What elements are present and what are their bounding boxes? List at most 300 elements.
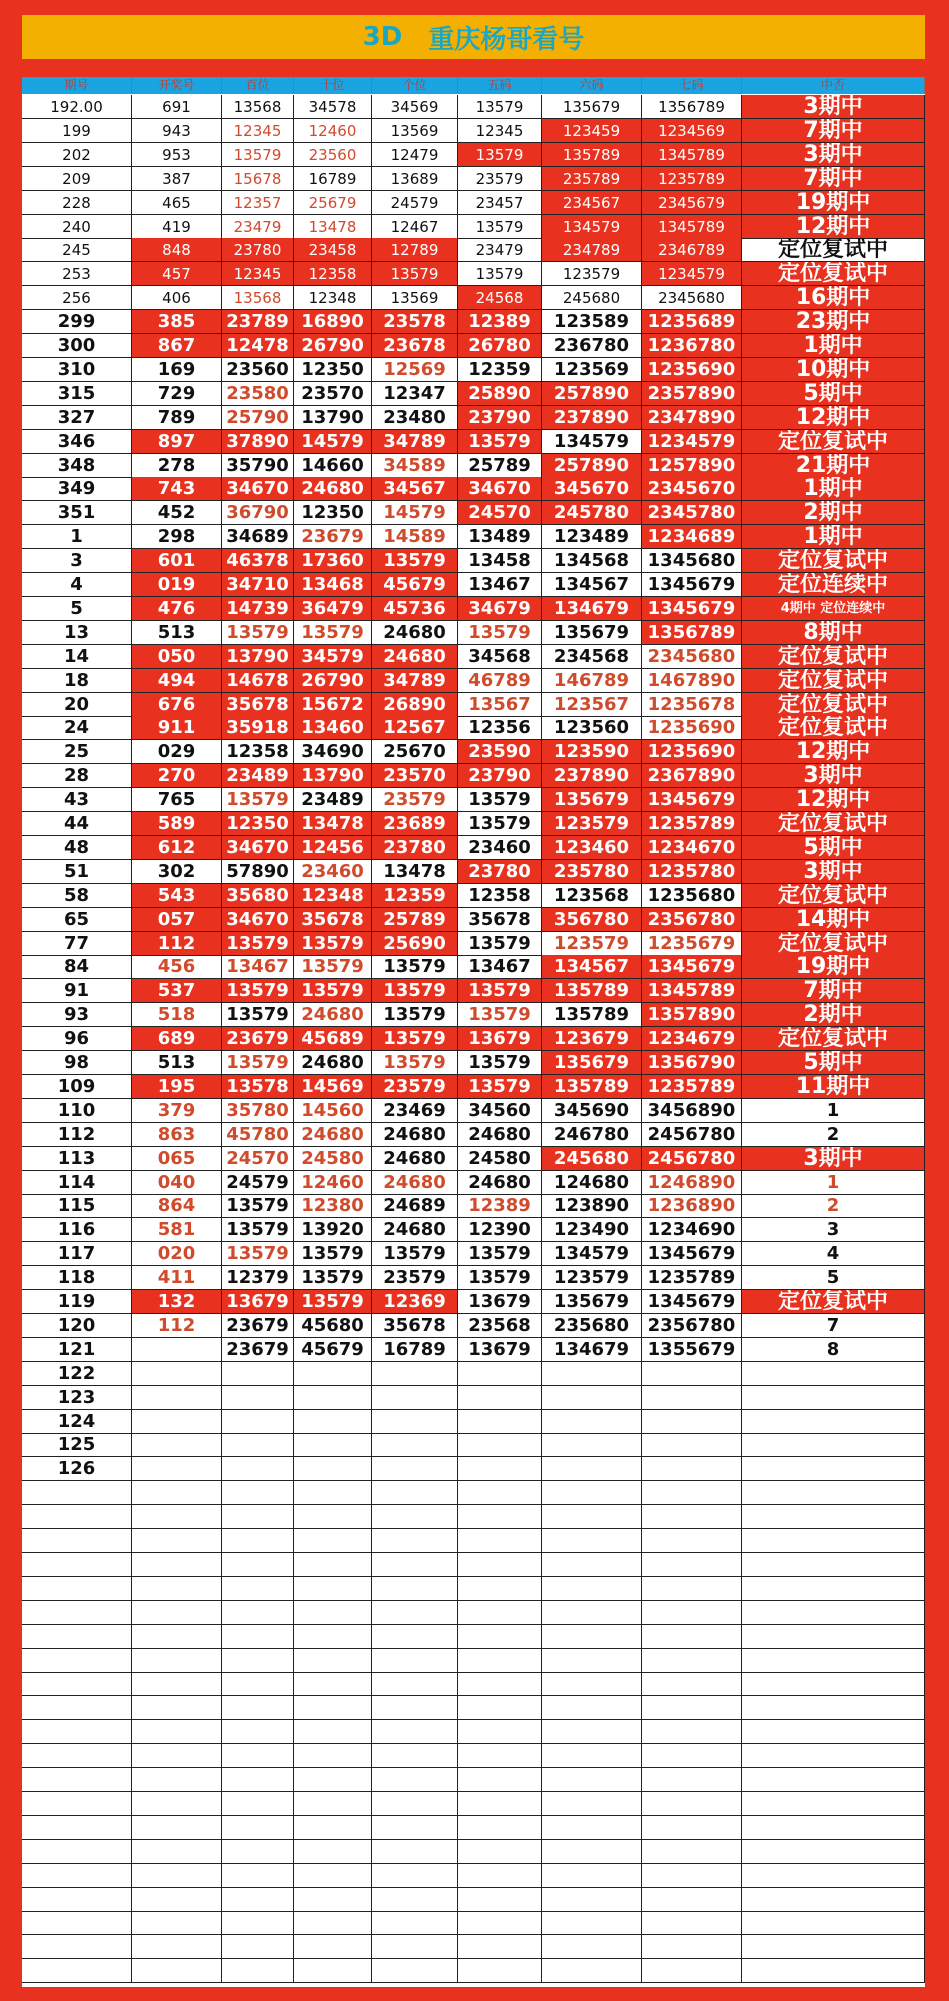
empty-row bbox=[22, 1935, 925, 1959]
header-draw: 开奖号 bbox=[132, 77, 222, 94]
empty-row bbox=[22, 1768, 925, 1792]
table-row bbox=[22, 836, 925, 860]
cell-units: 24680 bbox=[372, 1123, 458, 1147]
cell-units: 23578 bbox=[372, 310, 458, 334]
cell-five bbox=[458, 1362, 542, 1386]
cell-draw: 169 bbox=[132, 358, 222, 382]
empty-cell bbox=[294, 1672, 372, 1696]
cell-result: 7期中 bbox=[742, 167, 925, 191]
cell-period: 315 bbox=[22, 382, 132, 406]
cell-six: 134679 bbox=[542, 597, 642, 621]
empty-cell bbox=[372, 1888, 458, 1912]
cell-six: 123490 bbox=[542, 1218, 642, 1242]
cell-draw: 581 bbox=[132, 1218, 222, 1242]
cell-seven: 2345780 bbox=[642, 501, 742, 525]
empty-cell bbox=[294, 1696, 372, 1720]
cell-period: 118 bbox=[22, 1266, 132, 1290]
cell-draw: 465 bbox=[132, 191, 222, 215]
table-row bbox=[22, 1410, 925, 1434]
empty-cell bbox=[542, 1959, 642, 1983]
cell-hundreds: 36790 bbox=[222, 501, 294, 525]
cell-result: 5期中 bbox=[742, 836, 925, 860]
cell-tens: 12358 bbox=[294, 262, 372, 286]
cell-draw: 863 bbox=[132, 1123, 222, 1147]
empty-cell bbox=[222, 1864, 294, 1888]
cell-result bbox=[742, 1386, 925, 1410]
empty-cell bbox=[542, 1601, 642, 1625]
cell-period: 28 bbox=[22, 764, 132, 788]
cell-seven: 1234689 bbox=[642, 525, 742, 549]
cell-hundreds: 12379 bbox=[222, 1266, 294, 1290]
cell-units: 13579 bbox=[372, 262, 458, 286]
cell-tens: 34578 bbox=[294, 95, 372, 119]
empty-cell bbox=[458, 1911, 542, 1935]
cell-result: 3期中 bbox=[742, 95, 925, 119]
cell-units: 23780 bbox=[372, 836, 458, 860]
cell-five: 24570 bbox=[458, 501, 542, 525]
table-row bbox=[22, 1051, 925, 1075]
cell-seven: 2456780 bbox=[642, 1123, 742, 1147]
table-row bbox=[22, 932, 925, 956]
cell-result: 7 bbox=[742, 1314, 925, 1338]
title-bar bbox=[22, 15, 925, 59]
cell-hundreds: 14678 bbox=[222, 669, 294, 693]
cell-five: 25890 bbox=[458, 382, 542, 406]
cell-draw: 494 bbox=[132, 669, 222, 693]
empty-cell bbox=[22, 1529, 132, 1553]
cell-seven: 1345679 bbox=[642, 1242, 742, 1266]
empty-cell bbox=[458, 1792, 542, 1816]
cell-tens: 45689 bbox=[294, 1027, 372, 1051]
empty-cell bbox=[742, 1649, 925, 1673]
header-five: 五码 bbox=[458, 77, 542, 94]
cell-seven: 1235690 bbox=[642, 358, 742, 382]
cell-seven: 1235678 bbox=[642, 693, 742, 717]
header-period: 期号 bbox=[22, 77, 132, 94]
cell-five bbox=[458, 1386, 542, 1410]
cell-tens: 13579 bbox=[294, 1242, 372, 1266]
cell-hundreds: 23679 bbox=[222, 1027, 294, 1051]
cell-result: 1期中 bbox=[742, 525, 925, 549]
cell-units: 12567 bbox=[372, 716, 458, 740]
cell-six: 135679 bbox=[542, 1051, 642, 1075]
cell-draw bbox=[132, 1410, 222, 1434]
cell-tens bbox=[294, 1457, 372, 1481]
cell-hundreds: 23560 bbox=[222, 358, 294, 382]
cell-period: 77 bbox=[22, 932, 132, 956]
cell-tens: 24680 bbox=[294, 1123, 372, 1147]
cell-draw: 385 bbox=[132, 310, 222, 334]
cell-period: 349 bbox=[22, 477, 132, 501]
cell-hundreds: 13579 bbox=[222, 979, 294, 1003]
empty-cell bbox=[642, 1959, 742, 1983]
cell-hundreds: 23780 bbox=[222, 238, 294, 262]
cell-tens: 15672 bbox=[294, 693, 372, 717]
header-units: 个位 bbox=[372, 77, 458, 94]
cell-six: 235780 bbox=[542, 860, 642, 884]
cell-units bbox=[372, 1433, 458, 1457]
cell-units: 13579 bbox=[372, 1027, 458, 1051]
empty-cell bbox=[372, 1744, 458, 1768]
cell-five bbox=[458, 1433, 542, 1457]
cell-six: 246780 bbox=[542, 1123, 642, 1147]
cell-hundreds: 13579 bbox=[222, 932, 294, 956]
table-row bbox=[22, 979, 925, 1003]
empty-cell bbox=[642, 1888, 742, 1912]
cell-five: 12345 bbox=[458, 119, 542, 143]
empty-cell bbox=[222, 1959, 294, 1983]
empty-cell bbox=[458, 1840, 542, 1864]
cell-six bbox=[542, 1362, 642, 1386]
cell-units: 35678 bbox=[372, 1314, 458, 1338]
cell-six: 135679 bbox=[542, 621, 642, 645]
cell-result: 定位复试中 bbox=[742, 238, 925, 262]
table-row bbox=[22, 740, 925, 764]
cell-six: 123579 bbox=[542, 262, 642, 286]
empty-cell bbox=[542, 1840, 642, 1864]
cell-units: 45736 bbox=[372, 597, 458, 621]
header-seven: 七码 bbox=[642, 77, 742, 94]
cell-units: 25789 bbox=[372, 908, 458, 932]
cell-result: 2期中 bbox=[742, 1003, 925, 1027]
empty-cell bbox=[294, 1601, 372, 1625]
cell-seven: 1355679 bbox=[642, 1338, 742, 1362]
cell-five: 23579 bbox=[458, 167, 542, 191]
empty-cell bbox=[294, 1505, 372, 1529]
cell-result: 8期中 bbox=[742, 621, 925, 645]
empty-cell bbox=[372, 1911, 458, 1935]
empty-cell bbox=[642, 1911, 742, 1935]
empty-cell bbox=[294, 1935, 372, 1959]
empty-cell bbox=[642, 1816, 742, 1840]
cell-period: 93 bbox=[22, 1003, 132, 1027]
cell-draw bbox=[132, 1433, 222, 1457]
table-row bbox=[22, 95, 925, 119]
cell-units: 14589 bbox=[372, 525, 458, 549]
empty-cell bbox=[222, 1720, 294, 1744]
cell-tens: 26790 bbox=[294, 669, 372, 693]
empty-cell bbox=[742, 1816, 925, 1840]
empty-cell bbox=[642, 1792, 742, 1816]
cell-result: 定位复试中 bbox=[742, 430, 925, 454]
header-result: 中否 bbox=[742, 77, 925, 94]
cell-tens: 16890 bbox=[294, 310, 372, 334]
cell-five bbox=[458, 1410, 542, 1434]
empty-cell bbox=[132, 1888, 222, 1912]
empty-cell bbox=[542, 1505, 642, 1529]
empty-cell bbox=[294, 1481, 372, 1505]
empty-cell bbox=[132, 1959, 222, 1983]
cell-tens: 24580 bbox=[294, 1147, 372, 1171]
cell-period: 348 bbox=[22, 454, 132, 478]
cell-period: 4 bbox=[22, 573, 132, 597]
empty-cell bbox=[372, 1959, 458, 1983]
cell-period: 98 bbox=[22, 1051, 132, 1075]
cell-hundreds: 12345 bbox=[222, 119, 294, 143]
table-row bbox=[22, 262, 925, 286]
empty-cell bbox=[742, 1672, 925, 1696]
cell-tens: 13460 bbox=[294, 716, 372, 740]
header-six: 六码 bbox=[542, 77, 642, 94]
cell-hundreds: 23679 bbox=[222, 1314, 294, 1338]
cell-hundreds: 35680 bbox=[222, 884, 294, 908]
cell-tens: 23489 bbox=[294, 788, 372, 812]
cell-result: 3 bbox=[742, 1218, 925, 1242]
cell-result: 定位复试中 bbox=[742, 1290, 925, 1314]
table-row bbox=[22, 1218, 925, 1242]
cell-result: 7期中 bbox=[742, 119, 925, 143]
cell-units: 25670 bbox=[372, 740, 458, 764]
cell-hundreds: 13579 bbox=[222, 1194, 294, 1218]
cell-tens: 16789 bbox=[294, 167, 372, 191]
cell-result: 8 bbox=[742, 1338, 925, 1362]
cell-result: 16期中 bbox=[742, 286, 925, 310]
empty-cell bbox=[542, 1625, 642, 1649]
empty-cell bbox=[642, 1625, 742, 1649]
cell-result: 3期中 bbox=[742, 860, 925, 884]
cell-tens: 34690 bbox=[294, 740, 372, 764]
cell-result: 1 bbox=[742, 1099, 925, 1123]
cell-tens: 12460 bbox=[294, 1171, 372, 1195]
empty-cell bbox=[372, 1649, 458, 1673]
empty-cell bbox=[372, 1696, 458, 1720]
cell-result bbox=[742, 1362, 925, 1386]
cell-draw: 456 bbox=[132, 955, 222, 979]
cell-hundreds: 12358 bbox=[222, 740, 294, 764]
empty-cell bbox=[222, 1888, 294, 1912]
empty-cell bbox=[132, 1577, 222, 1601]
empty-cell bbox=[294, 1792, 372, 1816]
cell-seven: 1345679 bbox=[642, 573, 742, 597]
cell-period: 123 bbox=[22, 1386, 132, 1410]
cell-result: 定位复试中 bbox=[742, 693, 925, 717]
cell-units bbox=[372, 1457, 458, 1481]
cell-hundreds: 13568 bbox=[222, 95, 294, 119]
cell-result: 12期中 bbox=[742, 406, 925, 430]
cell-five: 13579 bbox=[458, 812, 542, 836]
cell-five: 25789 bbox=[458, 454, 542, 478]
cell-period: 116 bbox=[22, 1218, 132, 1242]
cell-six bbox=[542, 1386, 642, 1410]
cell-tens: 24680 bbox=[294, 1051, 372, 1075]
cell-seven: 1234670 bbox=[642, 836, 742, 860]
cell-hundreds: 25790 bbox=[222, 406, 294, 430]
cell-seven: 2356780 bbox=[642, 908, 742, 932]
cell-units bbox=[372, 1386, 458, 1410]
cell-draw bbox=[132, 1386, 222, 1410]
table-row bbox=[22, 884, 925, 908]
cell-seven: 1356790 bbox=[642, 1051, 742, 1075]
cell-five: 13579 bbox=[458, 215, 542, 239]
empty-cell bbox=[132, 1744, 222, 1768]
cell-units: 34789 bbox=[372, 430, 458, 454]
empty-row bbox=[22, 1792, 925, 1816]
cell-draw: 411 bbox=[132, 1266, 222, 1290]
empty-cell bbox=[222, 1696, 294, 1720]
empty-cell bbox=[742, 1625, 925, 1649]
cell-period: 310 bbox=[22, 358, 132, 382]
empty-row bbox=[22, 1959, 925, 1983]
empty-cell bbox=[458, 1935, 542, 1959]
cell-units: 24689 bbox=[372, 1194, 458, 1218]
cell-period: 327 bbox=[22, 406, 132, 430]
cell-seven bbox=[642, 1386, 742, 1410]
table-row bbox=[22, 1242, 925, 1266]
cell-result: 2 bbox=[742, 1194, 925, 1218]
empty-cell bbox=[458, 1601, 542, 1625]
cell-units: 12479 bbox=[372, 143, 458, 167]
cell-six: 234789 bbox=[542, 238, 642, 262]
cell-six: 257890 bbox=[542, 454, 642, 478]
cell-hundreds: 23479 bbox=[222, 215, 294, 239]
cell-period: 202 bbox=[22, 143, 132, 167]
table-row bbox=[22, 310, 925, 334]
empty-cell bbox=[22, 1792, 132, 1816]
cell-five: 23457 bbox=[458, 191, 542, 215]
cell-hundreds: 34670 bbox=[222, 908, 294, 932]
table-row bbox=[22, 1386, 925, 1410]
empty-cell bbox=[22, 1696, 132, 1720]
header-hundreds: 百位 bbox=[222, 77, 294, 94]
cell-seven bbox=[642, 1410, 742, 1434]
cell-seven bbox=[642, 1362, 742, 1386]
table-row bbox=[22, 191, 925, 215]
table-row bbox=[22, 358, 925, 382]
cell-seven: 1236780 bbox=[642, 334, 742, 358]
cell-tens: 13579 bbox=[294, 955, 372, 979]
cell-hundreds: 13467 bbox=[222, 955, 294, 979]
table-row bbox=[22, 238, 925, 262]
empty-cell bbox=[22, 1816, 132, 1840]
empty-cell bbox=[132, 1649, 222, 1673]
cell-period: 124 bbox=[22, 1410, 132, 1434]
cell-hundreds: 24579 bbox=[222, 1171, 294, 1195]
cell-tens bbox=[294, 1362, 372, 1386]
cell-hundreds: 13579 bbox=[222, 1242, 294, 1266]
empty-cell bbox=[458, 1768, 542, 1792]
empty-cell bbox=[294, 1529, 372, 1553]
cell-hundreds: 13579 bbox=[222, 1218, 294, 1242]
cell-seven: 1345789 bbox=[642, 979, 742, 1003]
cell-five: 13579 bbox=[458, 788, 542, 812]
cell-draw: 112 bbox=[132, 932, 222, 956]
cell-seven: 1235690 bbox=[642, 740, 742, 764]
cell-period: 91 bbox=[22, 979, 132, 1003]
empty-cell bbox=[132, 1625, 222, 1649]
cell-five: 13579 bbox=[458, 621, 542, 645]
cell-units: 12569 bbox=[372, 358, 458, 382]
cell-units: 24680 bbox=[372, 1218, 458, 1242]
cell-seven: 1345789 bbox=[642, 215, 742, 239]
cell-seven: 1357890 bbox=[642, 1003, 742, 1027]
cell-five: 24680 bbox=[458, 1123, 542, 1147]
cell-period: 117 bbox=[22, 1242, 132, 1266]
empty-cell bbox=[132, 1481, 222, 1505]
cell-five: 13579 bbox=[458, 1242, 542, 1266]
table-row bbox=[22, 334, 925, 358]
table-row bbox=[22, 693, 925, 717]
cell-result: 1 bbox=[742, 1171, 925, 1195]
cell-five: 13679 bbox=[458, 1290, 542, 1314]
cell-draw: 676 bbox=[132, 693, 222, 717]
empty-cell bbox=[294, 1840, 372, 1864]
cell-seven: 2456780 bbox=[642, 1147, 742, 1171]
cell-units: 26890 bbox=[372, 693, 458, 717]
cell-draw: 298 bbox=[132, 525, 222, 549]
cell-tens: 12348 bbox=[294, 884, 372, 908]
cell-six: 134568 bbox=[542, 549, 642, 573]
cell-units: 23678 bbox=[372, 334, 458, 358]
cell-draw: 953 bbox=[132, 143, 222, 167]
empty-cell bbox=[742, 1529, 925, 1553]
cell-tens: 12348 bbox=[294, 286, 372, 310]
empty-cell bbox=[742, 1792, 925, 1816]
cell-tens: 13790 bbox=[294, 764, 372, 788]
cell-five: 13579 bbox=[458, 1003, 542, 1027]
title-prefix: 3D bbox=[362, 22, 403, 52]
cell-period: 256 bbox=[22, 286, 132, 310]
empty-row bbox=[22, 1529, 925, 1553]
cell-tens bbox=[294, 1410, 372, 1434]
cell-units: 12359 bbox=[372, 884, 458, 908]
empty-cell bbox=[458, 1696, 542, 1720]
cell-hundreds: 34670 bbox=[222, 836, 294, 860]
cell-five: 13679 bbox=[458, 1027, 542, 1051]
cell-result: 定位复试中 bbox=[742, 884, 925, 908]
cell-period: 18 bbox=[22, 669, 132, 693]
cell-hundreds: 13679 bbox=[222, 1290, 294, 1314]
empty-cell bbox=[22, 1649, 132, 1673]
header-row bbox=[22, 77, 925, 94]
cell-five: 13579 bbox=[458, 262, 542, 286]
empty-cell bbox=[22, 1481, 132, 1505]
cell-six: 123679 bbox=[542, 1027, 642, 1051]
cell-units: 34567 bbox=[372, 477, 458, 501]
empty-cell bbox=[294, 1720, 372, 1744]
cell-hundreds: 34689 bbox=[222, 525, 294, 549]
cell-five: 13579 bbox=[458, 1266, 542, 1290]
cell-tens: 14560 bbox=[294, 1099, 372, 1123]
cell-units bbox=[372, 1362, 458, 1386]
cell-five: 23780 bbox=[458, 860, 542, 884]
cell-draw bbox=[132, 1362, 222, 1386]
cell-units: 24579 bbox=[372, 191, 458, 215]
cell-seven: 1345789 bbox=[642, 143, 742, 167]
cell-tens: 17360 bbox=[294, 549, 372, 573]
cell-tens: 13920 bbox=[294, 1218, 372, 1242]
cell-seven bbox=[642, 1433, 742, 1457]
cell-period: 119 bbox=[22, 1290, 132, 1314]
cell-period: 112 bbox=[22, 1123, 132, 1147]
cell-draw: 040 bbox=[132, 1171, 222, 1195]
empty-cell bbox=[22, 1911, 132, 1935]
cell-period: 109 bbox=[22, 1075, 132, 1099]
empty-cell bbox=[22, 1505, 132, 1529]
table-row bbox=[22, 573, 925, 597]
table-row bbox=[22, 215, 925, 239]
cell-result: 12期中 bbox=[742, 740, 925, 764]
empty-cell bbox=[294, 1911, 372, 1935]
cell-units: 24680 bbox=[372, 645, 458, 669]
cell-result: 23期中 bbox=[742, 310, 925, 334]
cell-result: 4 bbox=[742, 1242, 925, 1266]
empty-cell bbox=[22, 1864, 132, 1888]
empty-cell bbox=[372, 1768, 458, 1792]
cell-period: 5 bbox=[22, 597, 132, 621]
cell-hundreds: 46378 bbox=[222, 549, 294, 573]
cell-six bbox=[542, 1433, 642, 1457]
title-name: 重庆杨哥看号 bbox=[428, 24, 585, 55]
